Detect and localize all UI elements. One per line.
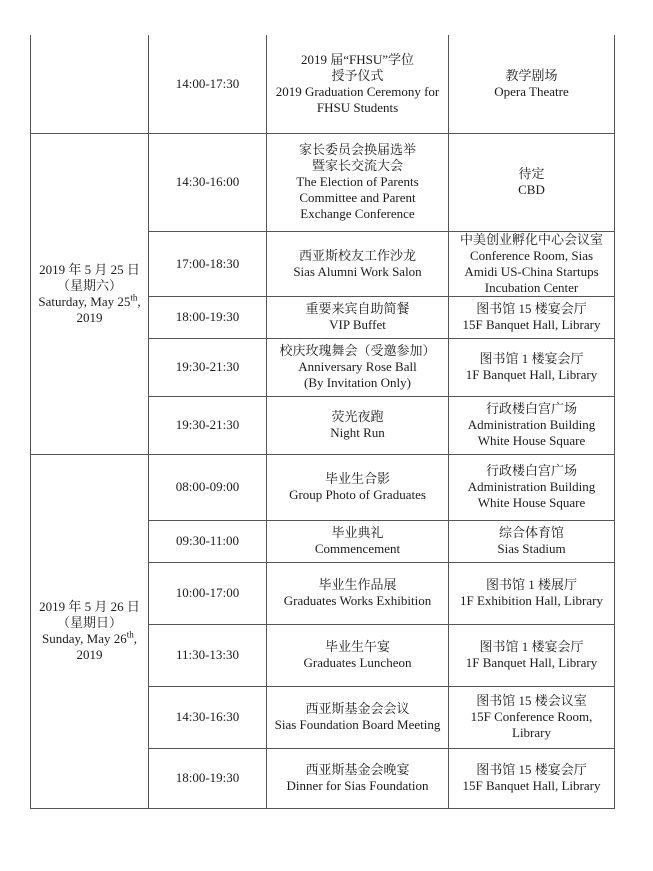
venue-cell bbox=[449, 520, 615, 562]
time-cell: 19:30-21:30 bbox=[149, 338, 267, 396]
event-cell bbox=[267, 520, 449, 562]
date-line: （星期日） bbox=[56, 615, 122, 630]
venue-line: 图书馆 15 楼宴会厅 bbox=[476, 762, 587, 777]
event-cell bbox=[267, 133, 449, 231]
venue-line: Administration Building bbox=[467, 479, 596, 494]
event-line: 2019 届“FHSU”学位 bbox=[300, 51, 415, 67]
event-line: Sias Alumni Work Salon bbox=[293, 263, 422, 279]
venue-line: Library bbox=[512, 725, 551, 740]
event-cell bbox=[267, 396, 449, 454]
schedule-body bbox=[31, 35, 615, 808]
venue-cell bbox=[449, 454, 615, 520]
event-cell bbox=[267, 35, 449, 133]
venue-line: CBD bbox=[518, 182, 545, 197]
event-line: Commencement bbox=[314, 541, 401, 556]
event-line: Anniversary Rose Ball bbox=[298, 359, 417, 374]
venue-line: 综合体育馆 bbox=[498, 525, 564, 540]
event-line: 2019 Graduation Ceremony for bbox=[275, 83, 440, 99]
venue-line: White House Square bbox=[477, 433, 586, 448]
venue-cell bbox=[449, 133, 615, 231]
date-cell bbox=[31, 133, 149, 454]
venue-line: Sias Stadium bbox=[497, 541, 566, 556]
event-line: The Election of Parents bbox=[296, 174, 419, 189]
event-cell bbox=[267, 338, 449, 396]
event-cell bbox=[267, 231, 449, 296]
venue-line: 教学剧场 bbox=[505, 67, 558, 83]
time-cell: 18:00-19:30 bbox=[149, 748, 267, 808]
event-line: 毕业生午宴 bbox=[324, 639, 390, 654]
event-line: (By Invitation Only) bbox=[304, 375, 411, 390]
event-line: VIP Buffet bbox=[329, 317, 386, 332]
date-en-comma: , bbox=[137, 293, 141, 309]
date-cell bbox=[31, 454, 149, 808]
event-line: Committee and Parent bbox=[299, 190, 416, 205]
time-cell: 11:30-13:30 bbox=[149, 624, 267, 686]
venue-line: 行政楼白宫广场 bbox=[485, 401, 577, 416]
venue-cell bbox=[449, 231, 615, 296]
venue-line: 图书馆 15 楼宴会厅 bbox=[476, 301, 587, 316]
date-en-line bbox=[34, 631, 145, 647]
event-cell bbox=[267, 296, 449, 338]
event-line: Night Run bbox=[330, 425, 385, 440]
venue-line: 中美创业孵化中心会议室 bbox=[459, 231, 603, 247]
schedule-row bbox=[31, 454, 615, 520]
event-line: 授予仪式 bbox=[331, 67, 384, 83]
date-ordinal-suffix: th bbox=[130, 292, 138, 303]
date-en-text: Sunday, May 26 bbox=[41, 631, 127, 646]
date-en-text: Saturday, May 25 bbox=[38, 293, 131, 309]
venue-line: 15F Banquet Hall, Library bbox=[462, 317, 601, 332]
date-line: （星期六） bbox=[56, 277, 122, 293]
event-line: FHSU Students bbox=[316, 99, 399, 115]
time-cell: 10:00-17:00 bbox=[149, 562, 267, 624]
venue-cell bbox=[449, 338, 615, 396]
event-line: 毕业生合影 bbox=[324, 471, 390, 486]
venue-cell bbox=[449, 748, 615, 808]
event-cell bbox=[267, 624, 449, 686]
event-cell bbox=[267, 748, 449, 808]
date-line: 2019 年 5 月 25 日 bbox=[39, 261, 140, 277]
date-cell bbox=[31, 35, 149, 133]
venue-line: 1F Exhibition Hall, Library bbox=[460, 593, 603, 608]
venue-line: 行政楼白宫广场 bbox=[485, 463, 577, 478]
event-cell bbox=[267, 562, 449, 624]
event-cell bbox=[267, 686, 449, 748]
venue-line: Amidi US-China Startups bbox=[464, 263, 599, 279]
time-cell: 18:00-19:30 bbox=[149, 296, 267, 338]
date-line: 2019 年 5 月 26 日 bbox=[39, 599, 140, 614]
venue-cell bbox=[449, 296, 615, 338]
schedule-row bbox=[31, 133, 615, 231]
venue-line: 1F Banquet Hall, Library bbox=[465, 367, 598, 382]
date-year: 2019 bbox=[76, 647, 103, 662]
venue-cell bbox=[449, 686, 615, 748]
event-cell bbox=[267, 454, 449, 520]
event-line: Sias Foundation Board Meeting bbox=[274, 717, 441, 732]
event-line: 西亚斯基金会晚宴 bbox=[305, 762, 410, 777]
venue-line: 1F Banquet Hall, Library bbox=[465, 655, 598, 670]
date-ordinal-suffix: th bbox=[126, 629, 134, 640]
event-line: Dinner for Sias Foundation bbox=[286, 778, 429, 793]
time-cell: 09:30-11:00 bbox=[149, 520, 267, 562]
venue-line: 图书馆 1 楼展厅 bbox=[485, 577, 577, 592]
venue-line: White House Square bbox=[477, 495, 586, 510]
venue-line: 图书馆 15 楼会议室 bbox=[476, 693, 587, 708]
event-line: Group Photo of Graduates bbox=[289, 487, 426, 502]
event-line: 荧光夜跑 bbox=[331, 409, 384, 424]
time-cell: 14:30-16:00 bbox=[149, 133, 267, 231]
event-line: 校庆玫瑰舞会（受邀参加） bbox=[279, 343, 436, 358]
time-cell: 19:30-21:30 bbox=[149, 396, 267, 454]
venue-line: Administration Building bbox=[467, 417, 596, 432]
event-line: 暨家长交流大会 bbox=[311, 158, 403, 173]
event-line: 重要来宾自助简餐 bbox=[305, 301, 410, 316]
venue-line: 待定 bbox=[518, 166, 545, 181]
date-en-comma: , bbox=[133, 631, 137, 646]
venue-line: Conference Room, Sias bbox=[469, 247, 594, 263]
venue-line: Incubation Center bbox=[484, 279, 579, 295]
venue-cell bbox=[449, 562, 615, 624]
event-line: 毕业典礼 bbox=[331, 525, 384, 540]
event-line: Graduates Luncheon bbox=[303, 655, 412, 670]
event-line: 西亚斯校友工作沙龙 bbox=[298, 247, 416, 263]
time-cell: 14:30-16:30 bbox=[149, 686, 267, 748]
date-year: 2019 bbox=[76, 309, 103, 325]
schedule-table bbox=[30, 35, 615, 809]
time-cell: 14:00-17:30 bbox=[149, 35, 267, 133]
schedule-row bbox=[31, 35, 615, 133]
venue-line: Opera Theatre bbox=[494, 83, 569, 99]
venue-line: 15F Conference Room, bbox=[470, 709, 593, 724]
venue-line: 图书馆 1 楼宴会厅 bbox=[479, 351, 584, 366]
event-line: Graduates Works Exhibition bbox=[283, 593, 432, 608]
event-line: Exchange Conference bbox=[300, 206, 415, 221]
time-cell: 17:00-18:30 bbox=[149, 231, 267, 296]
venue-line: 15F Banquet Hall, Library bbox=[462, 778, 601, 793]
event-line: 毕业生作品展 bbox=[318, 577, 397, 592]
venue-line: 图书馆 1 楼宴会厅 bbox=[479, 639, 584, 654]
time-cell: 08:00-09:00 bbox=[149, 454, 267, 520]
date-en-line bbox=[34, 294, 145, 310]
event-line: 家长委员会换届选举 bbox=[298, 142, 416, 157]
venue-cell bbox=[449, 396, 615, 454]
venue-cell bbox=[449, 35, 615, 133]
event-line: 西亚斯基金会会议 bbox=[305, 701, 410, 716]
venue-cell bbox=[449, 624, 615, 686]
